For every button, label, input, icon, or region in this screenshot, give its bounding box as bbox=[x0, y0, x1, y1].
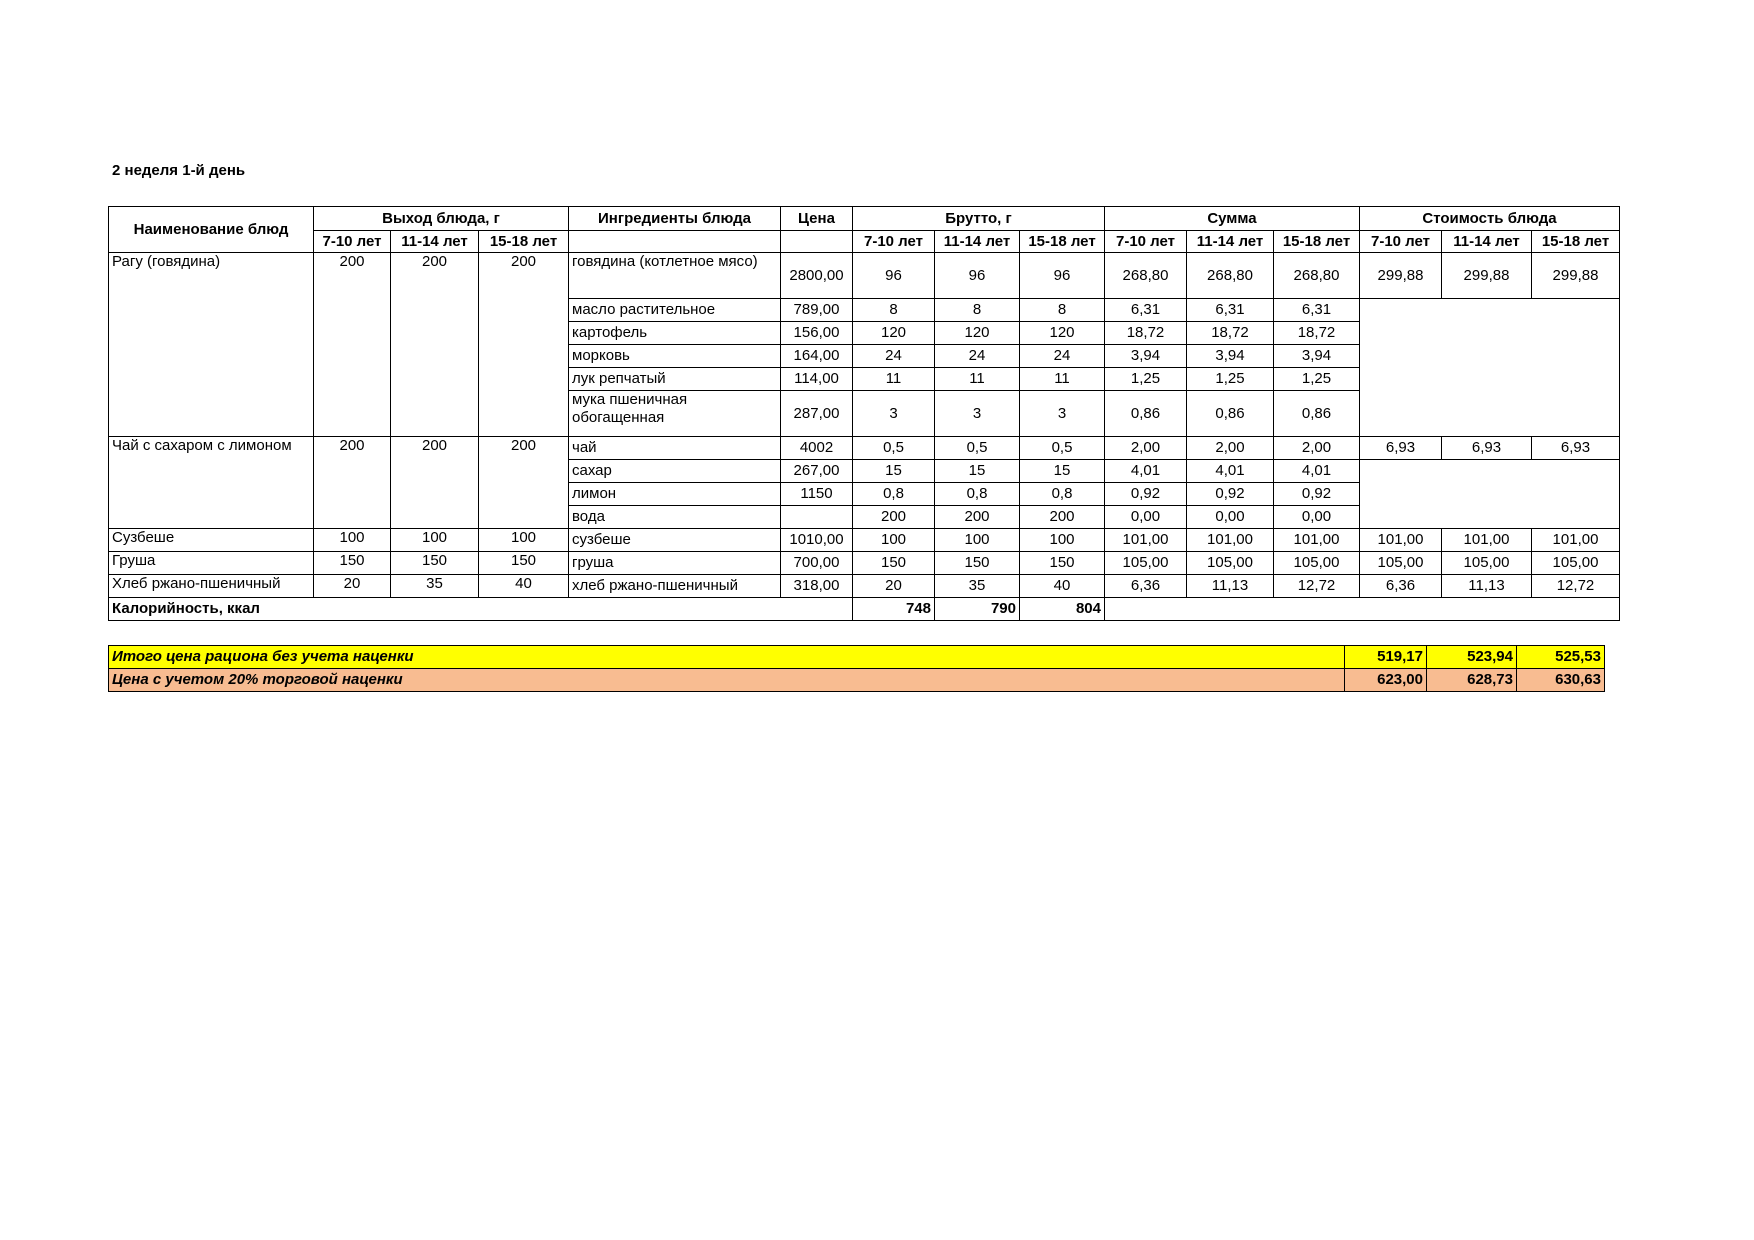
ingredient-gross-cell: 8 bbox=[935, 299, 1020, 322]
ingredient-sum-cell: 1,25 bbox=[1274, 368, 1360, 391]
dish-cost-cell: 6,93 bbox=[1532, 437, 1620, 460]
table-body bbox=[109, 253, 1620, 621]
totals-table bbox=[108, 645, 1605, 692]
ingredient-price-cell: 789,00 bbox=[781, 299, 853, 322]
ingredient-sum-cell: 0,92 bbox=[1105, 483, 1187, 506]
ingredient-sum-cell: 0,92 bbox=[1274, 483, 1360, 506]
ingredient-gross-cell: 40 bbox=[1020, 575, 1105, 598]
dish-cost-cell: 6,93 bbox=[1442, 437, 1532, 460]
header-gross-age: 11-14 лет bbox=[935, 231, 1020, 253]
header-ingredients: Ингредиенты блюда bbox=[569, 207, 781, 231]
ingredient-gross-cell: 15 bbox=[935, 460, 1020, 483]
dish-yield-cell: 150 bbox=[314, 552, 391, 575]
dish-yield-cell: 20 bbox=[314, 575, 391, 598]
dish-cost-cell: 12,72 bbox=[1532, 575, 1620, 598]
ingredient-price-cell: 700,00 bbox=[781, 552, 853, 575]
total-without-markup-row bbox=[109, 646, 1605, 669]
total-value: 630,63 bbox=[1517, 669, 1605, 692]
ingredient-gross-cell: 20 bbox=[853, 575, 935, 598]
dish-yield-cell: 100 bbox=[314, 529, 391, 552]
calories-row bbox=[109, 598, 1620, 621]
ingredient-gross-cell: 11 bbox=[935, 368, 1020, 391]
ingredient-price-cell: 1150 bbox=[781, 483, 853, 506]
totals-body bbox=[109, 646, 1605, 692]
ingredient-price-cell: 267,00 bbox=[781, 460, 853, 483]
ingredient-sum-cell: 18,72 bbox=[1187, 322, 1274, 345]
header-sum-age: 15-18 лет bbox=[1274, 231, 1360, 253]
ingredient-sum-cell: 6,36 bbox=[1105, 575, 1187, 598]
ingredient-sum-cell: 101,00 bbox=[1274, 529, 1360, 552]
ingredient-gross-cell: 150 bbox=[1020, 552, 1105, 575]
page-title: 2 неделя 1-й день bbox=[112, 162, 246, 179]
ingredient-gross-cell: 150 bbox=[935, 552, 1020, 575]
ingredient-gross-cell: 200 bbox=[1020, 506, 1105, 529]
dish-yield-cell: 100 bbox=[479, 529, 569, 552]
ingredient-gross-cell: 15 bbox=[853, 460, 935, 483]
ingredient-name-cell: лимон bbox=[569, 483, 781, 506]
header-cost: Стоимость блюда bbox=[1360, 207, 1620, 231]
header-sum-age: 11-14 лет bbox=[1187, 231, 1274, 253]
ingredient-gross-cell: 96 bbox=[935, 253, 1020, 299]
total-with-markup-row bbox=[109, 669, 1605, 692]
dish-cost-cell: 105,00 bbox=[1532, 552, 1620, 575]
ingredient-sum-cell: 105,00 bbox=[1274, 552, 1360, 575]
dish-name-cell: Сузбеше bbox=[109, 529, 314, 552]
ingredient-gross-cell: 11 bbox=[1020, 368, 1105, 391]
calories-blank-cell bbox=[1105, 598, 1620, 621]
header-price-blank bbox=[781, 231, 853, 253]
ingredient-name-cell: груша bbox=[569, 552, 781, 575]
ingredient-sum-cell: 0,86 bbox=[1187, 391, 1274, 437]
ingredient-price-cell: 1010,00 bbox=[781, 529, 853, 552]
ingredient-sum-cell: 268,80 bbox=[1274, 253, 1360, 299]
ingredient-gross-cell: 3 bbox=[1020, 391, 1105, 437]
dish-cost-cell: 101,00 bbox=[1442, 529, 1532, 552]
header-cost-age: 15-18 лет bbox=[1532, 231, 1620, 253]
dish-cost-cell: 6,36 bbox=[1360, 575, 1442, 598]
dish-yield-cell: 200 bbox=[314, 437, 391, 529]
ingredient-sum-cell: 0,92 bbox=[1187, 483, 1274, 506]
ingredient-name-cell: масло растительное bbox=[569, 299, 781, 322]
dish-cost-cell: 299,88 bbox=[1360, 253, 1442, 299]
ingredient-gross-cell: 15 bbox=[1020, 460, 1105, 483]
ingredient-sum-cell: 3,94 bbox=[1274, 345, 1360, 368]
total-label: Итого цена рациона без учета наценки bbox=[109, 646, 1345, 669]
header-price: Цена bbox=[781, 207, 853, 231]
dish-yield-cell: 40 bbox=[479, 575, 569, 598]
ingredient-gross-cell: 35 bbox=[935, 575, 1020, 598]
ingredient-gross-cell: 0,5 bbox=[1020, 437, 1105, 460]
menu-cost-table bbox=[108, 206, 1620, 621]
ingredient-sum-cell: 11,13 bbox=[1187, 575, 1274, 598]
ingredient-gross-cell: 100 bbox=[1020, 529, 1105, 552]
ingredient-gross-cell: 24 bbox=[935, 345, 1020, 368]
header-gross-age: 7-10 лет bbox=[853, 231, 935, 253]
ingredient-sum-cell: 3,94 bbox=[1187, 345, 1274, 368]
ingredient-gross-cell: 11 bbox=[853, 368, 935, 391]
dish-cost-cell: 11,13 bbox=[1442, 575, 1532, 598]
ingredient-sum-cell: 6,31 bbox=[1105, 299, 1187, 322]
ingredient-gross-cell: 120 bbox=[935, 322, 1020, 345]
total-value: 519,17 bbox=[1345, 646, 1427, 669]
dish-yield-cell: 200 bbox=[479, 437, 569, 529]
ingredient-name-cell: мука пшеничная обогащенная bbox=[569, 391, 781, 437]
ingredient-sum-cell: 4,01 bbox=[1187, 460, 1274, 483]
ingredient-gross-cell: 0,8 bbox=[853, 483, 935, 506]
ingredient-name-cell: морковь bbox=[569, 345, 781, 368]
dish-name-cell: Хлеб ржано-пшеничный bbox=[109, 575, 314, 598]
ingredient-gross-cell: 96 bbox=[1020, 253, 1105, 299]
ingredient-gross-cell: 3 bbox=[935, 391, 1020, 437]
header-yield-age: 15-18 лет bbox=[479, 231, 569, 253]
ingredient-name-cell: вода bbox=[569, 506, 781, 529]
total-value: 523,94 bbox=[1427, 646, 1517, 669]
calories-value: 790 bbox=[935, 598, 1020, 621]
ingredient-gross-cell: 120 bbox=[1020, 322, 1105, 345]
ingredient-gross-cell: 0,8 bbox=[935, 483, 1020, 506]
total-value: 623,00 bbox=[1345, 669, 1427, 692]
dish-cost-cell: 105,00 bbox=[1442, 552, 1532, 575]
dish-name-cell: Рагу (говядина) bbox=[109, 253, 314, 437]
dish-yield-cell: 200 bbox=[391, 437, 479, 529]
ingredient-gross-cell: 200 bbox=[935, 506, 1020, 529]
ingredient-sum-cell: 4,01 bbox=[1274, 460, 1360, 483]
ingredient-sum-cell: 105,00 bbox=[1187, 552, 1274, 575]
ingredient-gross-cell: 150 bbox=[853, 552, 935, 575]
ingredient-sum-cell: 1,25 bbox=[1105, 368, 1187, 391]
dish-cost-blank-cell bbox=[1360, 460, 1620, 529]
ingredient-gross-cell: 24 bbox=[1020, 345, 1105, 368]
header-sum-age: 7-10 лет bbox=[1105, 231, 1187, 253]
dish-yield-cell: 150 bbox=[391, 552, 479, 575]
ingredient-sum-cell: 4,01 bbox=[1105, 460, 1187, 483]
ingredient-sum-cell: 2,00 bbox=[1105, 437, 1187, 460]
dish-yield-cell: 150 bbox=[479, 552, 569, 575]
ingredient-price-cell: 4002 bbox=[781, 437, 853, 460]
total-value: 525,53 bbox=[1517, 646, 1605, 669]
ingredient-gross-cell: 0,8 bbox=[1020, 483, 1105, 506]
ingredient-price-cell: 164,00 bbox=[781, 345, 853, 368]
ingredient-name-cell: сахар bbox=[569, 460, 781, 483]
ingredient-price-cell bbox=[781, 506, 853, 529]
dish-cost-blank-cell bbox=[1360, 299, 1620, 437]
ingredient-sum-cell: 0,00 bbox=[1274, 506, 1360, 529]
dish-cost-cell: 101,00 bbox=[1360, 529, 1442, 552]
dish-cost-cell: 105,00 bbox=[1360, 552, 1442, 575]
ingredient-price-cell: 2800,00 bbox=[781, 253, 853, 299]
header-gross: Брутто, г bbox=[853, 207, 1105, 231]
ingredient-name-cell: картофель bbox=[569, 322, 781, 345]
ingredient-sum-cell: 18,72 bbox=[1105, 322, 1187, 345]
total-label: Цена с учетом 20% торговой наценки bbox=[109, 669, 1345, 692]
dish-yield-cell: 100 bbox=[391, 529, 479, 552]
ingredient-gross-cell: 8 bbox=[1020, 299, 1105, 322]
ingredient-name-cell: говядина (котлетное мясо) bbox=[569, 253, 781, 299]
ingredient-gross-cell: 200 bbox=[853, 506, 935, 529]
ingredient-gross-cell: 100 bbox=[935, 529, 1020, 552]
table-row bbox=[109, 529, 1620, 552]
ingredient-sum-cell: 3,94 bbox=[1105, 345, 1187, 368]
ingredient-sum-cell: 0,00 bbox=[1105, 506, 1187, 529]
header-sum: Сумма bbox=[1105, 207, 1360, 231]
ingredient-name-cell: лук репчатый bbox=[569, 368, 781, 391]
ingredient-gross-cell: 0,5 bbox=[853, 437, 935, 460]
header-cost-age: 7-10 лет bbox=[1360, 231, 1442, 253]
ingredient-name-cell: чай bbox=[569, 437, 781, 460]
ingredient-sum-cell: 0,86 bbox=[1274, 391, 1360, 437]
dish-yield-cell: 35 bbox=[391, 575, 479, 598]
ingredient-gross-cell: 100 bbox=[853, 529, 935, 552]
ingredient-gross-cell: 24 bbox=[853, 345, 935, 368]
dish-yield-cell: 200 bbox=[479, 253, 569, 437]
header-gross-age: 15-18 лет bbox=[1020, 231, 1105, 253]
ingredient-gross-cell: 3 bbox=[853, 391, 935, 437]
ingredient-sum-cell: 6,31 bbox=[1274, 299, 1360, 322]
dish-name-cell: Чай с сахаром с лимоном bbox=[109, 437, 314, 529]
ingredient-sum-cell: 2,00 bbox=[1187, 437, 1274, 460]
calories-value: 748 bbox=[853, 598, 935, 621]
table-row bbox=[109, 575, 1620, 598]
header-yield-age: 7-10 лет bbox=[314, 231, 391, 253]
ingredient-sum-cell: 0,86 bbox=[1105, 391, 1187, 437]
ingredient-sum-cell: 268,80 bbox=[1187, 253, 1274, 299]
ingredient-price-cell: 287,00 bbox=[781, 391, 853, 437]
ingredient-sum-cell: 268,80 bbox=[1105, 253, 1187, 299]
header-row-1 bbox=[109, 207, 1620, 231]
calories-label: Калорийность, ккал bbox=[109, 598, 853, 621]
ingredient-price-cell: 156,00 bbox=[781, 322, 853, 345]
ingredient-sum-cell: 2,00 bbox=[1274, 437, 1360, 460]
header-cost-age: 11-14 лет bbox=[1442, 231, 1532, 253]
dish-cost-cell: 299,88 bbox=[1442, 253, 1532, 299]
header-yield-age: 11-14 лет bbox=[391, 231, 479, 253]
table-row bbox=[109, 552, 1620, 575]
ingredient-sum-cell: 101,00 bbox=[1105, 529, 1187, 552]
ingredient-price-cell: 114,00 bbox=[781, 368, 853, 391]
ingredient-name-cell: сузбеше bbox=[569, 529, 781, 552]
dish-name-cell: Груша bbox=[109, 552, 314, 575]
ingredient-sum-cell: 12,72 bbox=[1274, 575, 1360, 598]
calories-value: 804 bbox=[1020, 598, 1105, 621]
table-row bbox=[109, 253, 1620, 299]
header-dish-name: Наименование блюд bbox=[109, 207, 314, 253]
dish-yield-cell: 200 bbox=[391, 253, 479, 437]
header-ingredients-blank bbox=[569, 231, 781, 253]
ingredient-sum-cell: 18,72 bbox=[1274, 322, 1360, 345]
table-row bbox=[109, 437, 1620, 460]
header-yield: Выход блюда, г bbox=[314, 207, 569, 231]
ingredient-gross-cell: 0,5 bbox=[935, 437, 1020, 460]
ingredient-sum-cell: 0,00 bbox=[1187, 506, 1274, 529]
ingredient-price-cell: 318,00 bbox=[781, 575, 853, 598]
dish-cost-cell: 299,88 bbox=[1532, 253, 1620, 299]
dish-cost-cell: 6,93 bbox=[1360, 437, 1442, 460]
ingredient-sum-cell: 1,25 bbox=[1187, 368, 1274, 391]
dish-yield-cell: 200 bbox=[314, 253, 391, 437]
header-row-2 bbox=[109, 231, 1620, 253]
ingredient-gross-cell: 96 bbox=[853, 253, 935, 299]
ingredient-sum-cell: 101,00 bbox=[1187, 529, 1274, 552]
ingredient-gross-cell: 120 bbox=[853, 322, 935, 345]
ingredient-sum-cell: 105,00 bbox=[1105, 552, 1187, 575]
ingredient-sum-cell: 6,31 bbox=[1187, 299, 1274, 322]
ingredient-gross-cell: 8 bbox=[853, 299, 935, 322]
dish-cost-cell: 101,00 bbox=[1532, 529, 1620, 552]
ingredient-name-cell: хлеб ржано-пшеничный bbox=[569, 575, 781, 598]
total-value: 628,73 bbox=[1427, 669, 1517, 692]
